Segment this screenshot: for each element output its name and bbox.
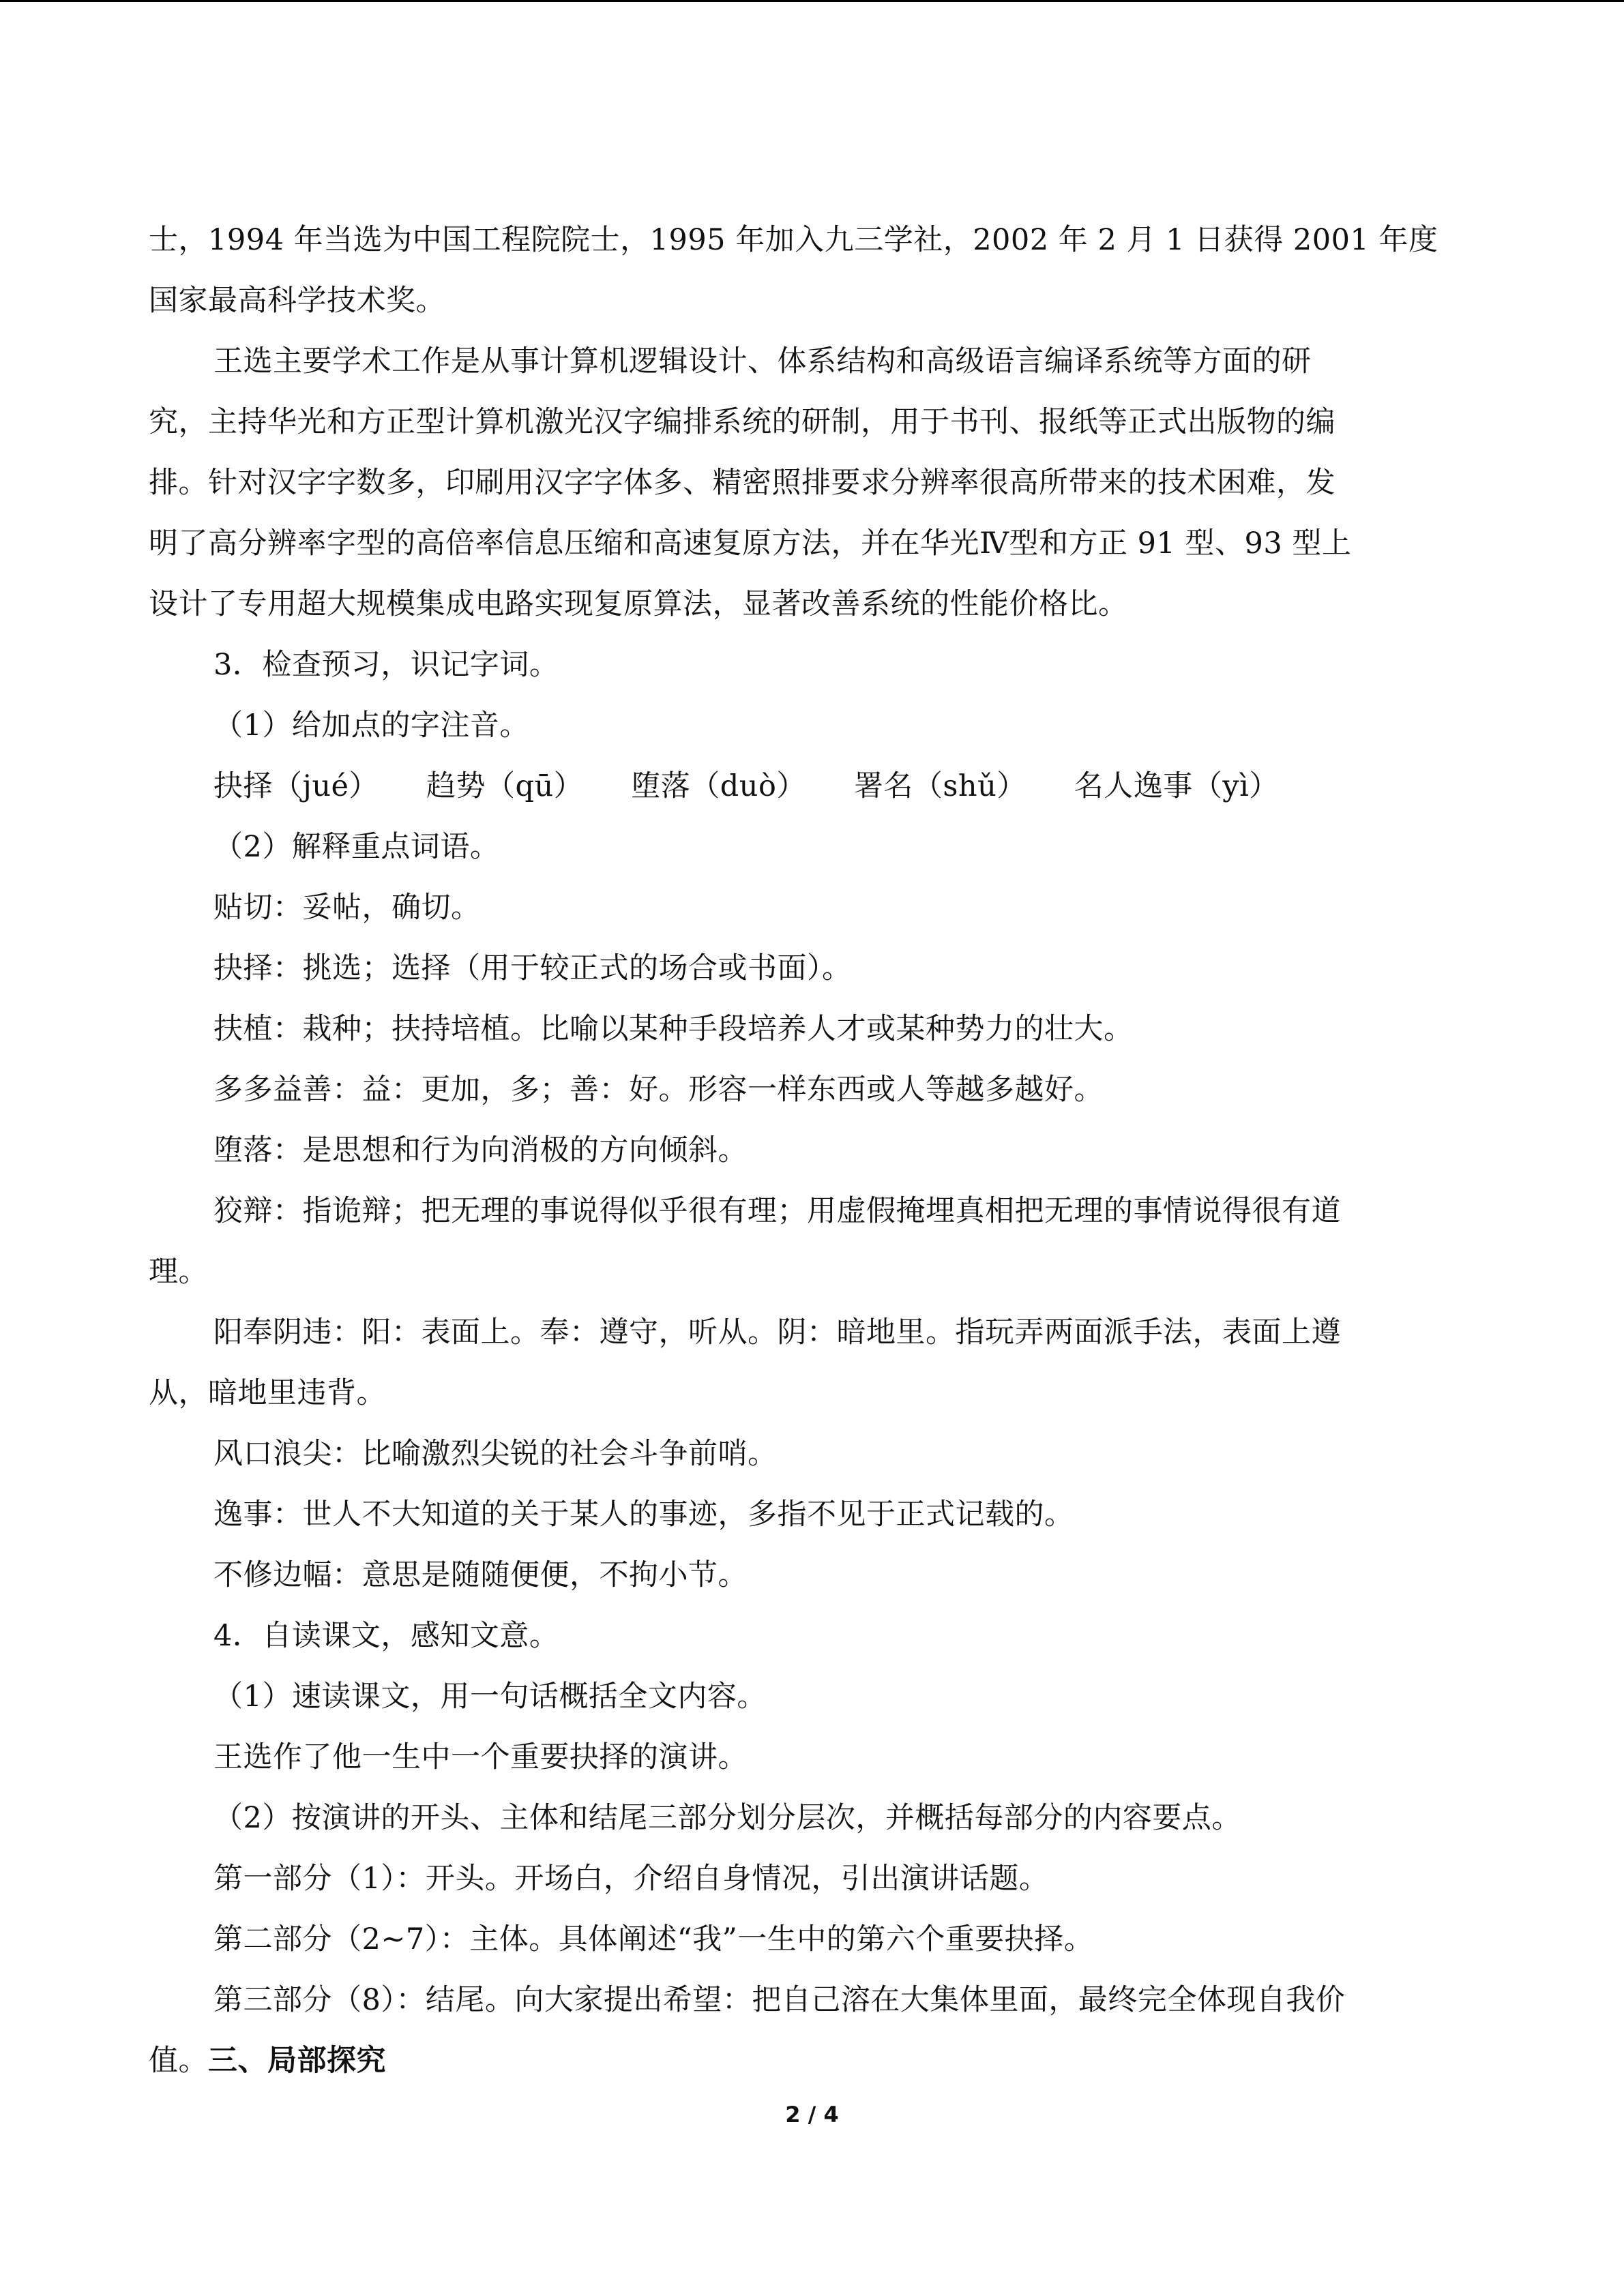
pinyin-item: 署名（shǔ）	[853, 769, 1027, 803]
section-3-sub1: （1）给加点的字注音。	[213, 709, 529, 743]
definition-line: 抉择：挑选；选择（用于较正式的场合或书面）。	[213, 951, 852, 985]
definition-line: 从，暗地里违背。	[149, 1376, 386, 1410]
pinyin-row	[149, 756, 1472, 817]
definition-line: 不修边幅：意思是随随便便，不拘小节。	[213, 1558, 748, 1592]
pinyin-item: 趋势（qū）	[426, 769, 584, 803]
definition-line: 扶植：栽种；扶持培植。比喻以某种手段培养人才或某种势力的壮大。	[213, 1012, 1134, 1046]
section-4-heading: 4．自读课文，感知文意。	[213, 1619, 559, 1653]
page-number: 2 / 4	[785, 2102, 839, 2128]
part-2-summary: 第二部分（2~7）：主体。具体阐述“我”一生中的第六个重要抉择。	[213, 1922, 1094, 1956]
section-3-sub2: （2）解释重点词语。	[213, 830, 500, 864]
text-line: 国家最高科学技术奖。	[149, 284, 445, 318]
top-border-line	[0, 0, 1624, 2]
part-3-summary-cont	[149, 2031, 1472, 2091]
definition-line: 理。	[149, 1255, 208, 1289]
text-line: 排。针对汉字字数多，印刷用汉字字体多、精密照排要求分辨率很高所带来的技术困难，发	[149, 466, 1335, 500]
definition-line: 狡辩：指诡辩；把无理的事说得似乎很有理；用虚假掩埋真相把无理的事情说得很有道	[213, 1194, 1341, 1228]
definition-line: 阳奉阴违：阳：表面上。奉：遵守，听从。阴：暗地里。指玩弄两面派手法，表面上遵	[213, 1315, 1341, 1350]
pinyin-item: 名人逸事（yì）	[1074, 769, 1279, 803]
text-span: 值。	[149, 2044, 208, 2078]
definition-line: 堕落：是思想和行为向消极的方向倾斜。	[213, 1133, 748, 1167]
section-heading-local-exploration: 三、局部探究	[208, 2044, 386, 2078]
definition-line: 风口浪尖：比喻激烈尖锐的社会斗争前哨。	[213, 1437, 778, 1471]
text-line: 究，主持华光和方正型计算机激光汉字编排系统的研制，用于书刊、报纸等正式出版物的编	[149, 405, 1335, 439]
text-line	[149, 210, 1472, 271]
pinyin-item: 堕落（duò）	[631, 769, 806, 803]
section-3-heading: 3．检查预习，识记字词。	[213, 648, 559, 682]
section-4-answer1: 王选作了他一生中一个重要抉择的演讲。	[213, 1740, 748, 1774]
definition-line: 贴切：妥帖，确切。	[213, 891, 481, 925]
definition-line: 多多益善：益：更加，多；善：好。形容一样东西或人等越多越好。	[213, 1073, 1104, 1107]
text-span: 士，1994 年当选为中国工程院院士，1995 年加入九三学社，2002 年 2 月 1 日获得 2001 年度	[149, 223, 1438, 257]
part-1-summary: 第一部分（1）：开头。开场白，介绍自身情况，引出演讲话题。	[213, 1862, 1049, 1896]
text-line: 明了高分辨率字型的高倍率信息压缩和高速复原方法，并在华光Ⅳ型和方正 91 型、93 型上	[149, 526, 1352, 561]
pinyin-item: 抉择（jué）	[213, 769, 379, 803]
part-3-summary: 第三部分（8）：结尾。向大家提出希望：把自己溶在大集体里面，最终完全体现自我价	[213, 1983, 1346, 2017]
text-line: 设计了专用超大规模集成电路实现复原算法，显著改善系统的性能价格比。	[149, 587, 1128, 621]
document-body	[149, 210, 1472, 2091]
definition-line: 逸事：世人不大知道的关于某人的事迹，多指不见于正式记载的。	[213, 1497, 1074, 1532]
section-4-sub1: （1）速读课文，用一句话概括全文内容。	[213, 1680, 767, 1714]
section-4-sub2: （2）按演讲的开头、主体和结尾三部分划分层次，并概括每部分的内容要点。	[213, 1801, 1241, 1835]
text-line: 王选主要学术工作是从事计算机逻辑设计、体系结构和高级语言编译系统等方面的研	[213, 344, 1312, 378]
